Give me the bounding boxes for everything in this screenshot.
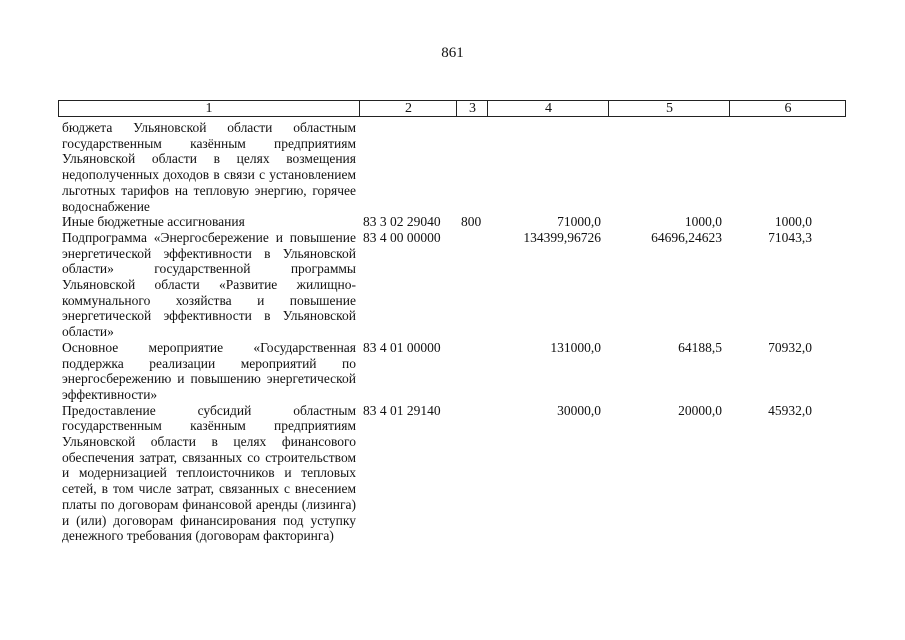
- row-value-4: 131000,0: [550, 339, 601, 355]
- row-code: 83 3 02 29040: [363, 214, 441, 230]
- row-value-6: 70932,0: [768, 339, 812, 355]
- row-value-6: 1000,0: [774, 214, 812, 230]
- table-header: [58, 100, 846, 117]
- row-value-6: 45932,0: [768, 402, 812, 418]
- page-number: 861: [441, 45, 464, 61]
- header-col-1: 1: [205, 101, 213, 116]
- row-name: Предоставление субсидий областным государственным казённым предприятиям Ульяновской области в целях финансового обеспечения затрат, связанных со строительством и модернизацией теплоисточников и тепловых сетей, в том числе затрат, связанных с внесением платы по договорам финансовой аренды (лизинга) и (или) договорам финансирования под уступку денежного требования (договорам факторинга): [62, 402, 356, 544]
- row-value-5: 20000,0: [678, 402, 722, 418]
- header-col-2: 2: [359, 101, 457, 116]
- row-name: бюджета Ульяновской области областным государственным казённым предприятиям Ульяновской области в целях возмещения недополученных доходов в связи с установлением льготных тарифов на тепловую энергию, горячее водоснабжение: [62, 120, 356, 214]
- row-code: 83 4 01 00000: [363, 339, 441, 355]
- header-col-5: 5: [608, 101, 730, 116]
- row-kvr: 800: [461, 214, 482, 230]
- row-value-5: 1000,0: [684, 214, 722, 230]
- table-body: [62, 120, 842, 544]
- row-value-4: 30000,0: [557, 402, 601, 418]
- row-value-4: 71000,0: [557, 214, 601, 230]
- row-name: Подпрограмма «Энергосбережение и повышение энергетической эффективности в Ульяновской области» государственной программы Ульяновской области «Развитие жилищно-коммунального хозяйства и повышение энергетической эффективности в Ульяновской области»: [62, 229, 356, 340]
- row-value-5: 64696,24623: [651, 229, 722, 245]
- row-value-6: 71043,3: [768, 229, 812, 245]
- row-code: 83 4 00 00000: [363, 229, 441, 245]
- row-name: Основное мероприятие «Государственная поддержка реализации мероприятий по энергосбережению и повышению энергетической эффективности»: [62, 339, 356, 402]
- row-code: 83 4 01 29140: [363, 402, 441, 418]
- table-row: [62, 120, 842, 214]
- table-row: [62, 340, 842, 403]
- row-value-5: 64188,5: [678, 339, 722, 355]
- table-row: [62, 403, 842, 544]
- table-row: [62, 214, 842, 230]
- header-col-4: 4: [487, 101, 609, 116]
- row-value-4: 134399,96726: [523, 229, 601, 245]
- table-row: [62, 230, 842, 340]
- row-name: Иные бюджетные ассигнования: [62, 214, 245, 230]
- header-col-6: 6: [729, 101, 846, 116]
- header-col-3: 3: [456, 101, 488, 116]
